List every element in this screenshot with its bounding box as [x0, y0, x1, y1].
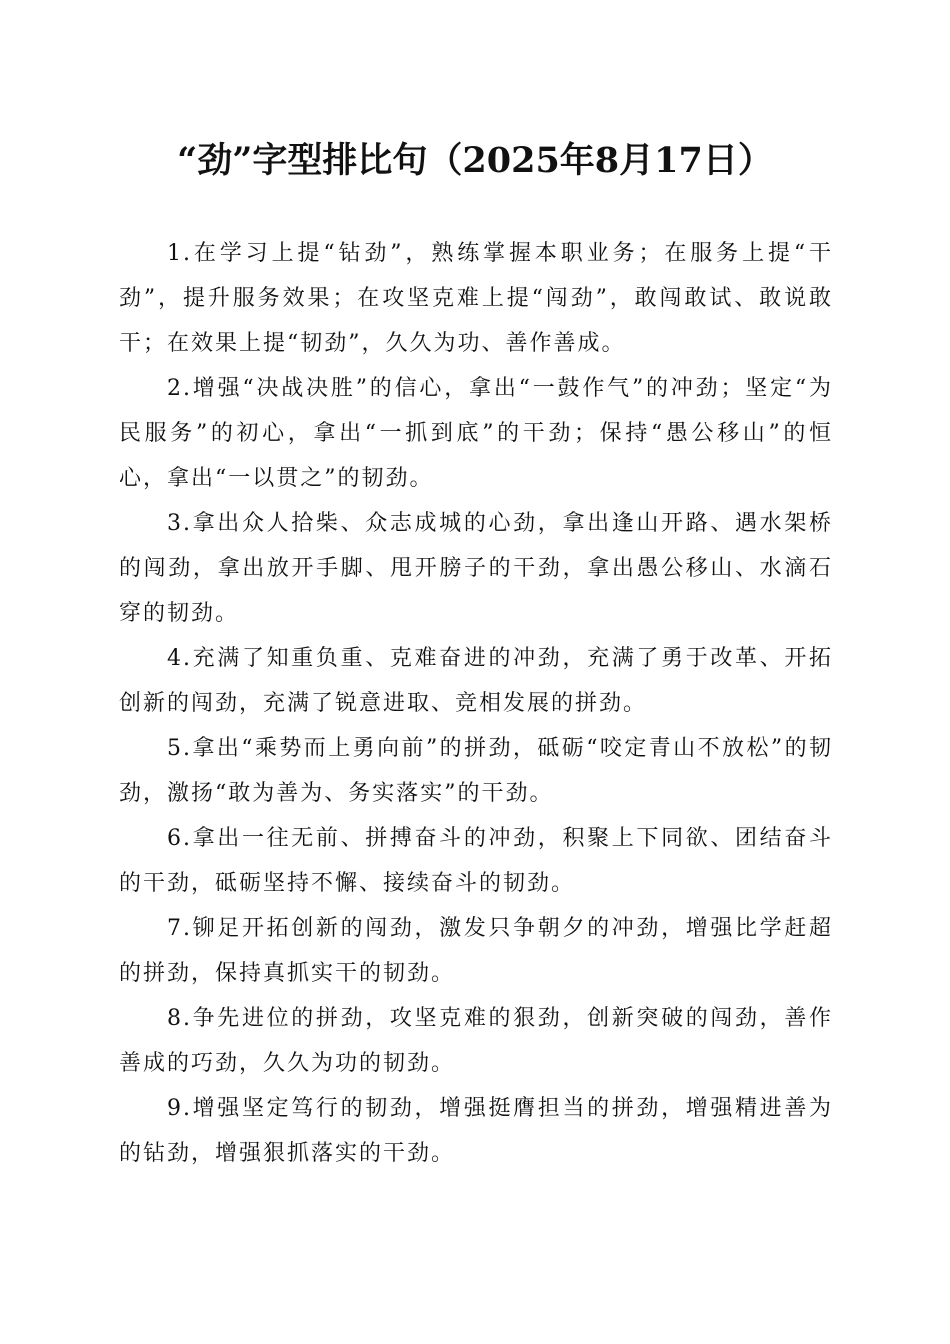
paragraph-9: 9.增强坚定笃行的韧劲，增强挺膺担当的拼劲，增强精进善为的钻劲，增强狠抓落实的干劲。	[119, 1096, 833, 1166]
document-title: “劲”字型排比句（2025年8月17日）	[177, 140, 773, 181]
paragraph-1: 1.在学习上提“钻劲”，熟练掌握本职业务；在服务上提“干劲”，提升服务效果；在攻坚克难上提“闯劲”，敢闯敢试、敢说敢干；在效果上提“韧劲”，久久为功、善作善成。	[119, 241, 833, 356]
paragraph-3: 3.拿出众人拾柴、众志成城的心劲，拿出逢山开路、遇水架桥的闯劲，拿出放开手脚、甩开膀子的干劲，拿出愚公移山、水滴石穿的韧劲。	[119, 511, 833, 626]
paragraph-5: 5.拿出“乘势而上勇向前”的拼劲，砥砺“咬定青山不放松”的韧劲，激扬“敢为善为、务实落实”的干劲。	[119, 736, 833, 806]
paragraph-4: 4.充满了知重负重、克难奋进的冲劲，充满了勇于改革、开拓创新的闯劲，充满了锐意进取、竞相发展的拼劲。	[119, 646, 833, 716]
paragraph-7: 7.铆足开拓创新的闯劲，激发只争朝夕的冲劲，增强比学赶超的拼劲，保持真抓实干的韧劲。	[119, 916, 833, 986]
document-body	[119, 231, 833, 1176]
paragraph-2: 2.增强“决战决胜”的信心，拿出“一鼓作气”的冲劲；坚定“为民服务”的初心，拿出“一抓到底”的干劲；保持“愚公移山”的恒心，拿出“一以贯之”的韧劲。	[119, 376, 833, 491]
paragraph-8: 8.争先进位的拼劲，攻坚克难的狠劲，创新突破的闯劲，善作善成的巧劲，久久为功的韧劲。	[119, 1006, 833, 1076]
paragraph-6: 6.拿出一往无前、拼搏奋斗的冲劲，积聚上下同欲、团结奋斗的干劲，砥砺坚持不懈、接续奋斗的韧劲。	[119, 826, 833, 896]
